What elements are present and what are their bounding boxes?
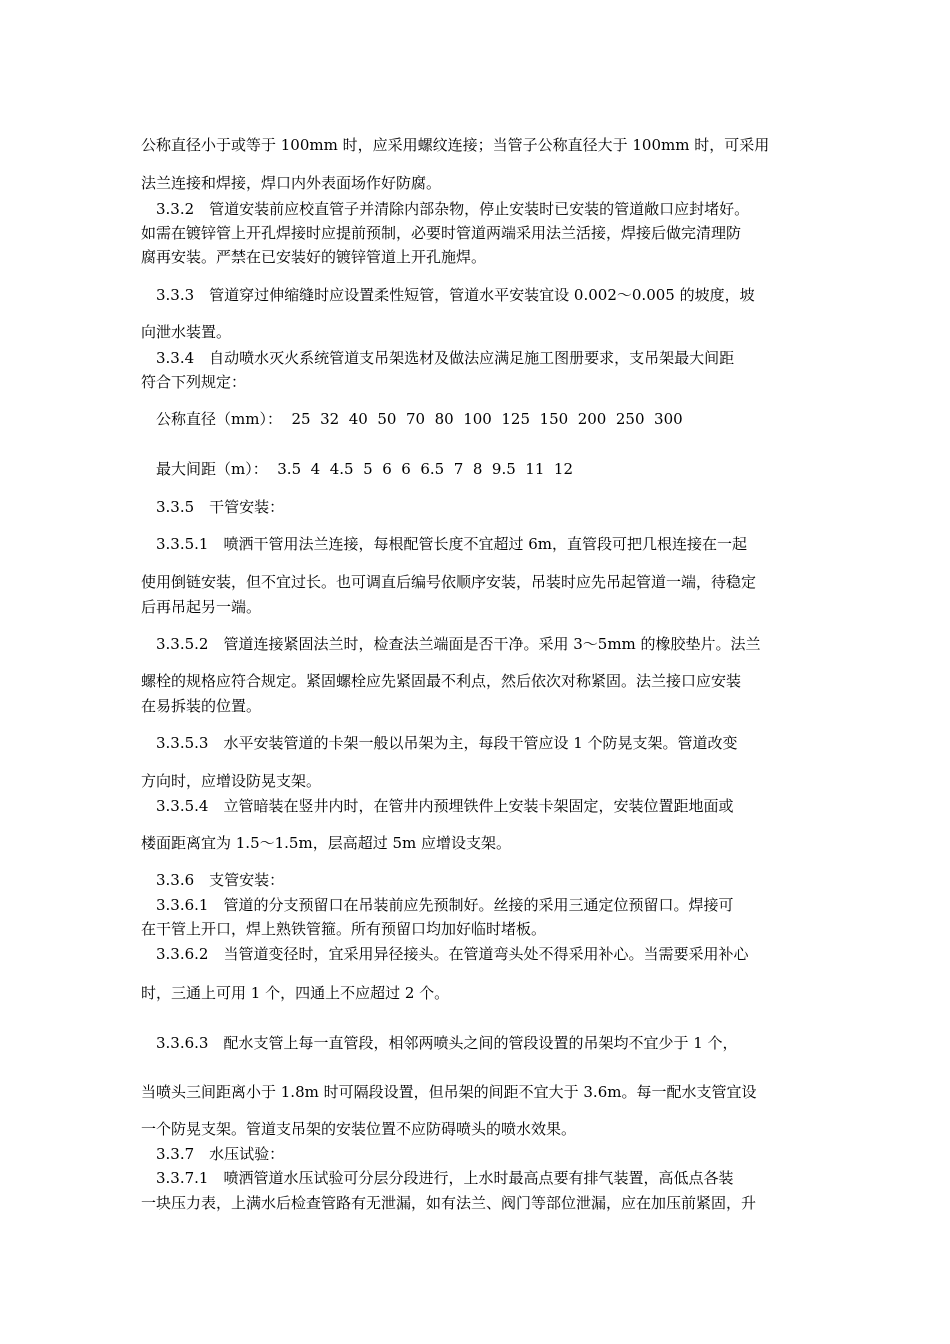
text-line: 公称直径小于或等于 100mm 时，应采用螺纹连接；当管子公称直径大于 100mm 时，可采用 — [141, 136, 770, 154]
text-line: 使用倒链安装，但不宜过长。也可调直后编号依顺序安装，吊装时应先吊起管道一端，待稳定 — [141, 573, 757, 591]
text-line: 楼面距离宜为 1.5～1.5m，层高超过 5m 应增设支架。 — [141, 834, 512, 852]
text-line: 方向时，应增设防晃支架。 — [141, 772, 322, 790]
text-line: 3.3.6.1 管道的分支预留口在吊装前应先预制好。丝接的采用三通定位预留口。焊接可 — [141, 896, 734, 914]
text-line: 3.3.4 自动喷水灭火系统管道支吊架选材及做法应满足施工图册要求，支吊架最大间距 — [141, 349, 735, 367]
section-heading: 3.3.6 支管安装： — [141, 871, 285, 889]
text-line: 向泄水装置。 — [141, 323, 232, 341]
text-line: 3.3.5.3 水平安装管道的卡架一般以吊架为主，每段干管应设 1 个防晃支架。管道改变 — [141, 734, 738, 752]
text-line: 符合下列规定： — [141, 373, 247, 391]
spacing-table-distances: 最大间距（m）： 3.5 4 4.5 5 6 6 6.5 7 8 9.5 11 12 — [141, 460, 574, 478]
text-line: 3.3.5.2 管道连接紧固法兰时，检查法兰端面是否干净。采用 3～5mm 的橡胶垫片。法兰 — [141, 635, 761, 653]
text-line: 法兰连接和焊接，焊口内外表面场作好防腐。 — [141, 174, 442, 192]
text-line: 一块压力表，上满水后检查管路有无泄漏，如有法兰、阀门等部位泄漏，应在加压前紧固，升 — [141, 1194, 757, 1212]
text-line: 腐再安装。严禁在已安装好的镀锌管道上开孔施焊。 — [141, 248, 487, 266]
text-line: 3.3.5.4 立管暗装在竖井内时，在管井内预埋铁件上安装卡架固定，安装位置距地面或 — [141, 797, 734, 815]
text-line: 后再吊起另一端。 — [141, 598, 262, 616]
text-line: 当喷头三间距离小于 1.8m 时可隔段设置，但吊架的间距不宜大于 3.6m。每一配水支管宜设 — [141, 1083, 757, 1101]
text-line: 3.3.7.1 喷洒管道水压试验可分层分段进行，上水时最高点要有排气装置，高低点各装 — [141, 1169, 734, 1187]
text-line: 螺栓的规格应符合规定。紧固螺栓应先紧固最不利点，然后依次对称紧固。法兰接口应安装 — [141, 672, 742, 690]
section-heading: 3.3.7 水压试验： — [141, 1145, 285, 1163]
text-line: 在易拆装的位置。 — [141, 697, 262, 715]
text-line: 3.3.5.1 喷洒干管用法兰连接，每根配管长度不宜超过 6m，直管段可把几根连接在一起 — [141, 535, 748, 553]
text-line: 时，三通上可用 1 个，四通上不应超过 2 个。 — [141, 984, 450, 1002]
spacing-table-diameters: 公称直径（mm）： 25 32 40 50 70 80 100 125 150 200 250 300 — [141, 410, 683, 428]
text-line: 如需在镀锌管上开孔焊接时应提前预制，必要时管道两端采用法兰活接，焊接后做完清理防 — [141, 224, 742, 242]
text-line: 3.3.6.3 配水支管上每一直管段，相邻两喷头之间的管段设置的吊架均不宜少于 1 个， — [141, 1034, 738, 1052]
text-line: 3.3.6.2 当管道变径时，宜采用异径接头。在管道弯头处不得采用补心。当需要采用补心 — [141, 945, 749, 963]
section-heading: 3.3.5 干管安装： — [141, 498, 285, 516]
text-line: 在干管上开口，焊上熟铁管箍。所有预留口均加好临时堵板。 — [141, 920, 547, 938]
text-line: 3.3.2 管道安装前应校直管子并清除内部杂物，停止安装时已安装的管道敞口应封堵好。 — [141, 200, 750, 218]
text-line: 一个防晃支架。管道支吊架的安装位置不应防碍喷头的喷水效果。 — [141, 1120, 577, 1138]
text-line: 3.3.3 管道穿过伸缩缝时应设置柔性短管，管道水平安装宜设 0.002～0.005 的坡度，坡 — [141, 286, 755, 304]
